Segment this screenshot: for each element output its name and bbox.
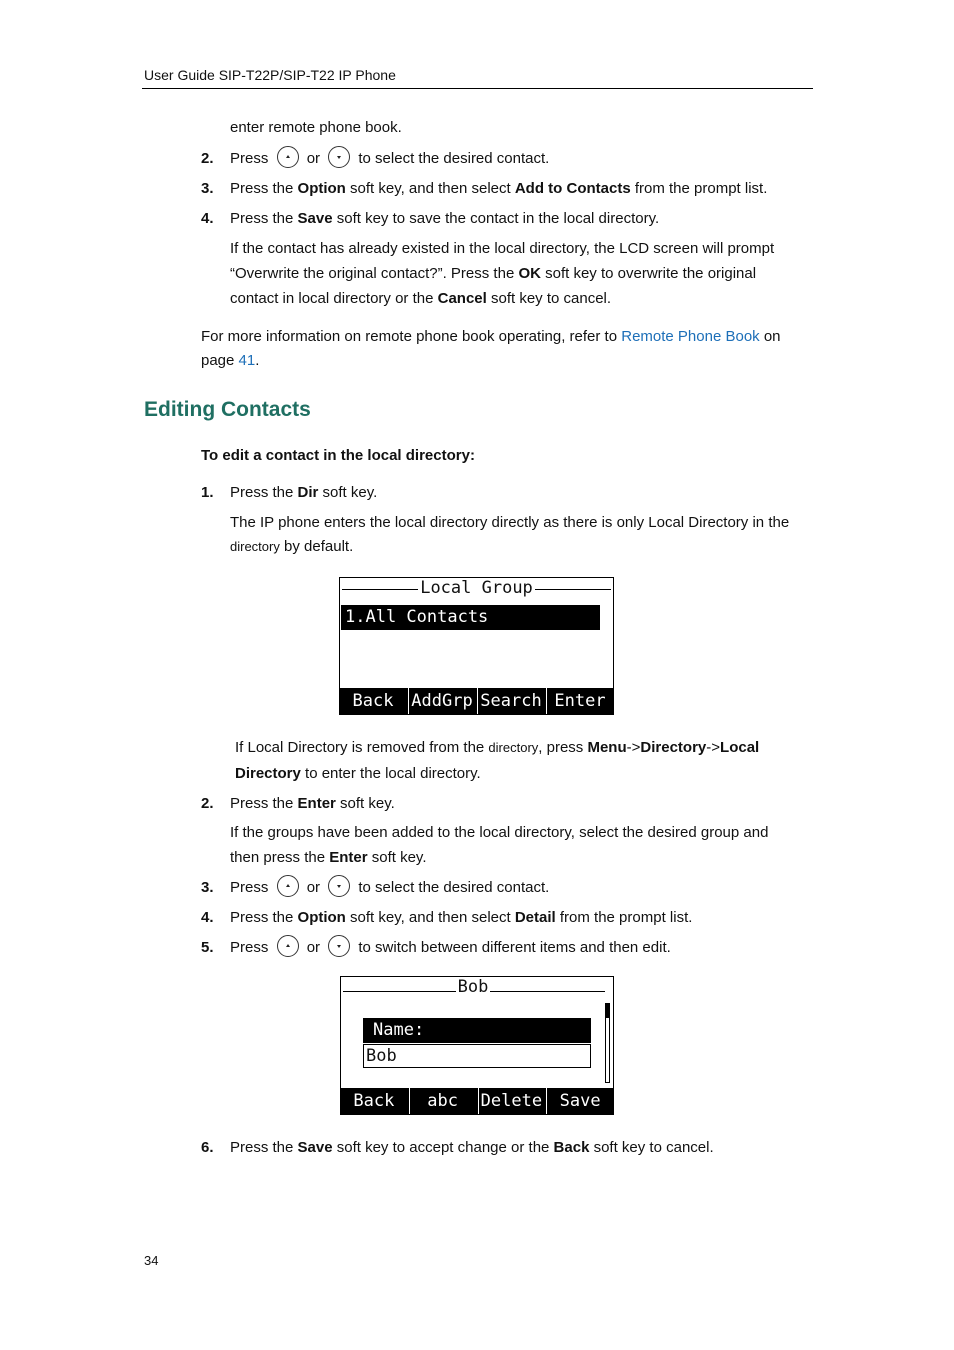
softkey-name: Save <box>297 1139 333 1156</box>
softkey-enter[interactable]: Enter <box>546 688 613 714</box>
step-text: soft key. <box>335 795 395 812</box>
softkey-name: Option <box>297 180 346 197</box>
softkey-name: Save <box>297 210 333 227</box>
page-number: 34 <box>144 1253 159 1268</box>
step-text: to switch between different items and then edit. <box>358 939 671 956</box>
step-text: soft key. <box>318 484 378 501</box>
para-text: page <box>201 352 239 369</box>
step-number: 4. <box>201 909 214 926</box>
step-3-text <box>230 176 767 201</box>
note-line: The IP phone enters the local directory directly as there is only Local Directory in the <box>230 514 790 531</box>
menu-path: Menu <box>587 739 627 756</box>
note-text: directory <box>488 740 539 755</box>
softkey-name: OK <box>518 265 541 282</box>
step-text: Press <box>230 150 269 167</box>
para-text: on <box>759 328 781 345</box>
menu-path-separator: -> <box>626 739 641 756</box>
remote-phone-book-link[interactable]: Remote Phone Book <box>621 328 760 345</box>
lcd-selected-item[interactable]: 1.All Contacts <box>341 605 600 630</box>
menu-path: Directory <box>235 765 301 782</box>
step-4-text <box>230 905 692 930</box>
softkey-save[interactable]: Save <box>546 1088 613 1114</box>
note-text: contact in local directory or the <box>230 290 438 307</box>
menu-path-separator: -> <box>706 739 721 756</box>
lcd-field-label: Name: <box>363 1018 591 1043</box>
note-text: , press <box>538 739 588 756</box>
menu-option-name: Detail <box>514 909 556 926</box>
step-number: 4. <box>201 210 214 227</box>
para-text: . <box>255 352 260 369</box>
step-text: or <box>306 879 321 896</box>
procedure-intro: To edit a contact in the local directory: <box>201 447 475 464</box>
softkey-delete[interactable]: Delete <box>478 1088 545 1114</box>
step-text: Press <box>230 939 269 956</box>
softkey-name: Back <box>553 1139 590 1156</box>
step-text: Press <box>230 879 269 896</box>
note-line <box>230 534 353 559</box>
softkey-name: Cancel <box>437 290 487 307</box>
step-text: Press the <box>230 1139 298 1156</box>
note-text: soft key to overwrite the original <box>540 265 757 282</box>
header-rule <box>142 88 813 89</box>
softkey-name: Enter <box>297 795 336 812</box>
up-arrow-key-icon <box>277 935 299 957</box>
lcd-scrollbar[interactable] <box>605 1003 610 1083</box>
up-arrow-key-icon <box>277 875 299 897</box>
softkey-addgrp[interactable]: AddGrp <box>408 688 475 714</box>
step-5-text <box>230 935 671 960</box>
lcd-softkey-bar <box>340 688 613 714</box>
step-continuation: enter remote phone book. <box>230 119 402 136</box>
step-text: soft key to save the contact in the local directory. <box>332 210 660 227</box>
softkey-back[interactable]: Back <box>352 691 394 711</box>
step-number: 3. <box>201 180 214 197</box>
lcd-title: Local Group <box>420 578 533 598</box>
step-text: soft key to accept change or the <box>332 1139 554 1156</box>
note-text: then press the <box>230 849 330 866</box>
more-info-line <box>201 348 259 373</box>
step-4-text <box>230 206 659 231</box>
step-number: 1. <box>201 484 214 501</box>
step-1-text <box>230 480 377 505</box>
step-text: from the prompt list. <box>555 909 693 926</box>
step-number: 2. <box>201 150 214 167</box>
note-line <box>230 286 611 311</box>
section-heading: Editing Contacts <box>144 398 311 421</box>
down-arrow-key-icon <box>328 935 350 957</box>
step-text: soft key to cancel. <box>589 1139 714 1156</box>
step-number: 2. <box>201 795 214 812</box>
step-text: Press the <box>230 909 298 926</box>
step-text: to select the desired contact. <box>358 150 550 167</box>
step-text: Press the <box>230 210 298 227</box>
note-text: directory <box>230 539 280 554</box>
step-6-text <box>230 1135 714 1160</box>
running-header: User Guide SIP-T22P/SIP-T22 IP Phone <box>144 67 396 83</box>
step-3-text <box>230 875 549 900</box>
step-text: soft key, and then select <box>345 180 515 197</box>
softkey-back[interactable]: Back <box>353 1091 395 1111</box>
note-text: soft key. <box>367 849 427 866</box>
note-line: If the groups have been added to the local directory, select the desired group and <box>230 824 769 841</box>
step-2-text <box>230 146 549 171</box>
lcd-edit-contact-screen <box>340 976 614 1115</box>
para-text: For more information on remote phone book operating, refer to <box>201 328 622 345</box>
step-number: 5. <box>201 939 214 956</box>
step-text: Press the <box>230 180 298 197</box>
note-text: to enter the local directory. <box>300 765 481 782</box>
step-text: or <box>306 150 321 167</box>
note-line <box>230 845 427 870</box>
step-text: from the prompt list. <box>630 180 768 197</box>
note-text: “Overwrite the original contact?”. Press the <box>230 265 519 282</box>
down-arrow-key-icon <box>328 875 350 897</box>
page-link[interactable]: 41 <box>238 352 256 369</box>
step-text: or <box>306 939 321 956</box>
lcd-title: Bob <box>457 977 489 997</box>
softkey-name: Option <box>297 909 346 926</box>
menu-path: Local <box>720 739 760 756</box>
more-info-line <box>201 324 781 349</box>
lcd-local-group-screen <box>339 577 614 715</box>
lcd-softkey-bar <box>341 1088 613 1114</box>
step-number: 3. <box>201 879 214 896</box>
softkey-name: Dir <box>297 484 319 501</box>
menu-option-name: Add to Contacts <box>514 180 631 197</box>
note-line <box>235 761 481 786</box>
softkey-search[interactable]: Search <box>477 688 544 714</box>
note-line: If the contact has already existed in the local directory, the LCD screen will prompt <box>230 240 775 257</box>
step-text: to select the desired contact. <box>358 879 550 896</box>
lcd-name-input[interactable]: Bob <box>363 1044 591 1068</box>
down-arrow-key-icon <box>328 146 350 168</box>
softkey-abc[interactable]: abc <box>409 1088 476 1114</box>
note-line <box>230 261 756 286</box>
note-line <box>235 735 759 760</box>
step-text: Press the <box>230 795 298 812</box>
step-number: 6. <box>201 1139 214 1156</box>
note-text: soft key to cancel. <box>486 290 612 307</box>
softkey-name: Enter <box>329 849 368 866</box>
menu-path: Directory <box>640 739 707 756</box>
scrollbar-thumb[interactable] <box>606 1004 609 1018</box>
step-text: Press the <box>230 484 298 501</box>
up-arrow-key-icon <box>277 146 299 168</box>
step-2-text <box>230 791 395 816</box>
step-text: soft key, and then select <box>345 909 515 926</box>
note-text: by default. <box>279 538 354 555</box>
note-text: If Local Directory is removed from the <box>235 739 489 756</box>
